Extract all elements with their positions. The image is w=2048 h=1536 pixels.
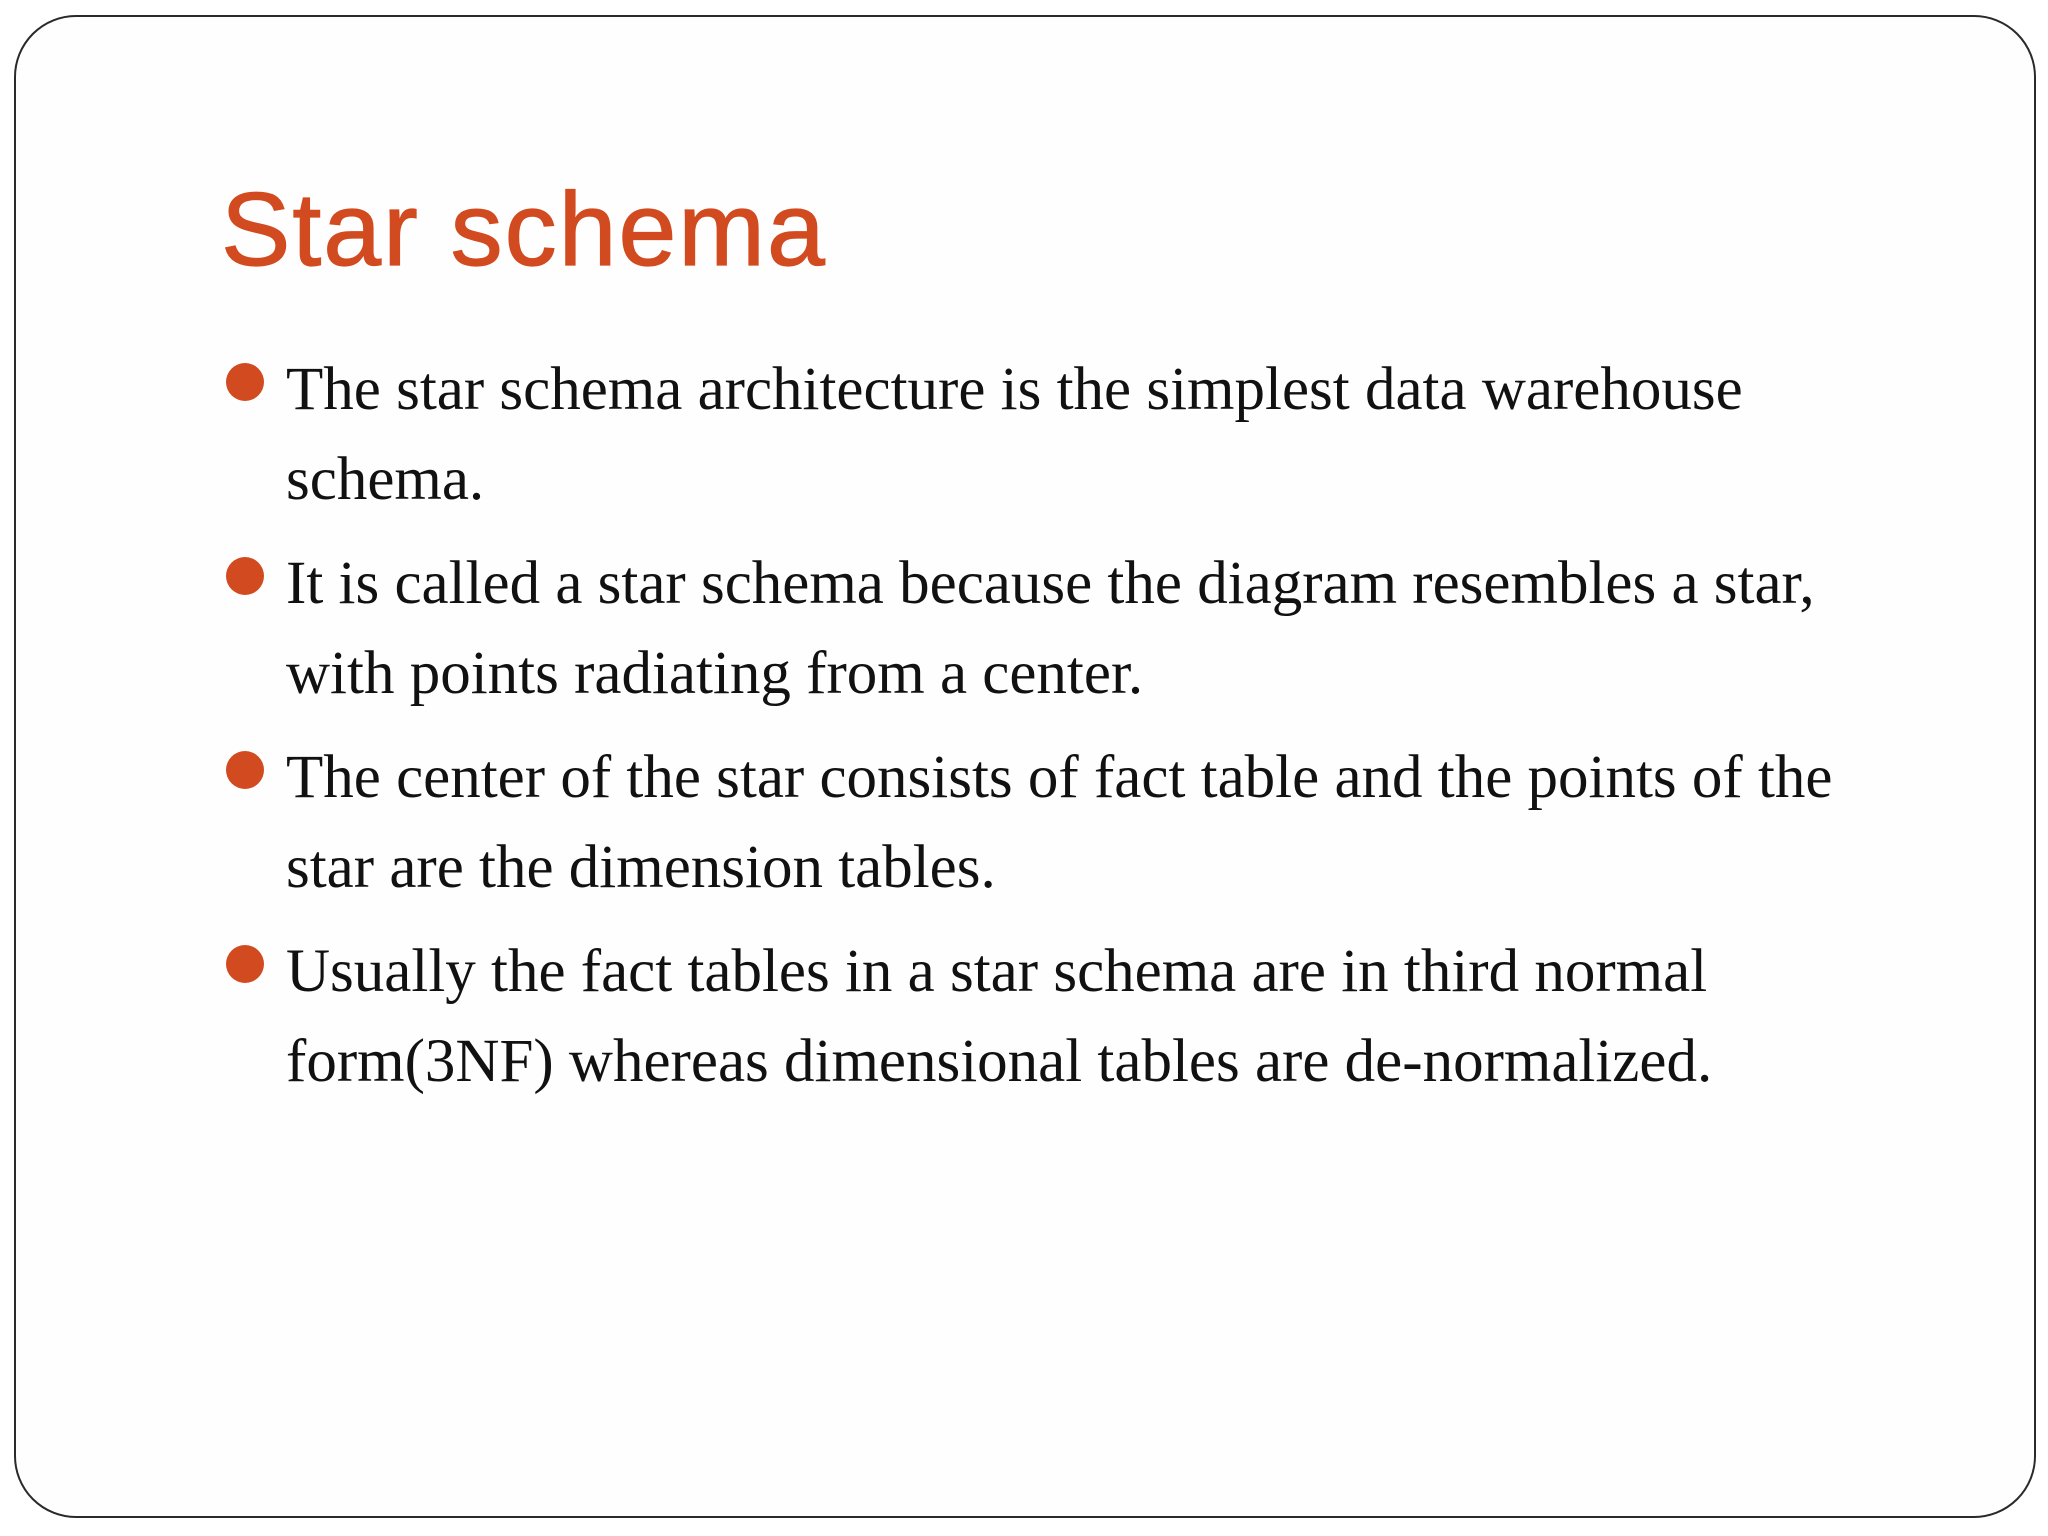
bullet-item xyxy=(222,733,1912,913)
bullet-dot-icon xyxy=(226,557,264,595)
bullet-text: The center of the star consists of fact table and the points of the star are the dimension tables. xyxy=(286,744,1833,901)
bullet-item xyxy=(222,927,1912,1107)
bullet-item xyxy=(222,539,1912,719)
bullet-list xyxy=(222,345,1912,1121)
slide-title: Star schema xyxy=(221,172,827,288)
bullet-item xyxy=(222,345,1912,525)
bullet-dot-icon xyxy=(226,945,264,983)
bullet-text: Usually the fact tables in a star schema are in third normal form(3NF) whereas dimensional tables are de-normalized. xyxy=(286,938,1713,1095)
bullet-text: It is called a star schema because the diagram resembles a star, with points radiating from a center. xyxy=(286,550,1815,707)
bullet-dot-icon xyxy=(226,363,264,401)
bullet-dot-icon xyxy=(226,751,264,789)
bullet-text: The star schema architecture is the simplest data warehouse schema. xyxy=(286,356,1743,513)
